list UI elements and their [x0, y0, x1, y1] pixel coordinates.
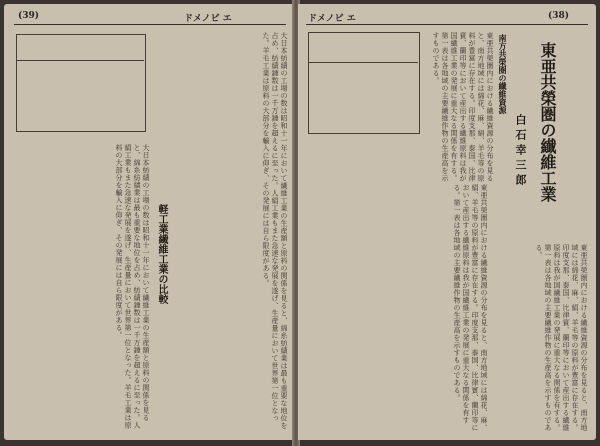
right-header-rule: [306, 24, 588, 25]
left-body-right: 大日本紡績の工場の数は昭和十一年において繊維工業の生産額と原料の関係を見ると、綿糸紡績業は最も重要な地位を占め、紡績錘数は一千万錘を超えるに至った。人絹工業もまた急速な発展を遂げ、生産量において世界第一位となった。羊毛工業は原料の大部分を輸入に仰ぎ、その発展には自ら限度がある。: [262, 32, 288, 430]
left-running-title: ドメノビ エ: [184, 14, 232, 24]
right-body-right: 東亜共榮圏内における纎維資源の分布を見ると、南方地域には綿花、麻、絹、羊毛等の原料が豊富に存在する。印度支那、泰国、比律賓、蘭印等において産出する纎維原料は我が国纎維工業の発展に重大なる関係を有する。第一表は各地域の主要纎維作物の生産高を示すものである。: [535, 244, 588, 432]
left-page-number: (39): [18, 11, 40, 21]
left-body-lower: 大日本紡績の工場の数は昭和十一年において繊維工業の生産額と原料の関係を見ると、綿糸紡績業は最も重要な地位を占め、紡績錘数は一千万錘を超えるに至った。人絹工業もまた急速な発展を遂げ、生産量において世界第一位となった。羊毛工業は原料の大部分を輸入に仰ぎ、その発展には自ら限度がある。: [115, 144, 150, 429]
left-table-rule: [16, 60, 144, 61]
right-running-title: ドメノビ エ: [308, 14, 356, 24]
author-name: 白石幸三郎: [514, 114, 527, 189]
right-body-lower: 東亜共榮圏内における纎維資源の分布を見ると、南方地域には綿花、麻、絹、羊毛等の原料が豊富に存在する。印度支那、泰国、比律賓、蘭印等において産出する纎維原料は我が国纎維工業の発展に重大なる関係を有する。第一表は各地域の主要纎維作物の生産高を示すものである。: [453, 184, 488, 432]
left-subheading: 軽工業繊維工業の比較: [156, 204, 167, 304]
right-body-top: 東亜共榮圏内における纎維資源の分布を見ると、南方地域には綿花、麻、絹、羊毛等の原料が豊富に存在する。印度支那、泰国、比律賓、蘭印等において産出する纎維原料は我が国纎維工業の発展に重大なる関係を有する。第一表は各地域の主要纎維作物の生産高を示すものである。: [432, 32, 494, 182]
right-page-number: (38): [548, 11, 570, 21]
right-table-frame: [308, 32, 420, 134]
right-page: [298, 4, 596, 440]
left-header-rule: [14, 24, 286, 25]
right-table-rule: [308, 62, 418, 63]
left-table-frame: [16, 34, 146, 132]
section-heading: 南方共榮圏の纎維資源: [498, 34, 508, 114]
left-page: [4, 4, 294, 440]
article-title: 東亜共榮圏の纎維工業: [538, 42, 557, 202]
